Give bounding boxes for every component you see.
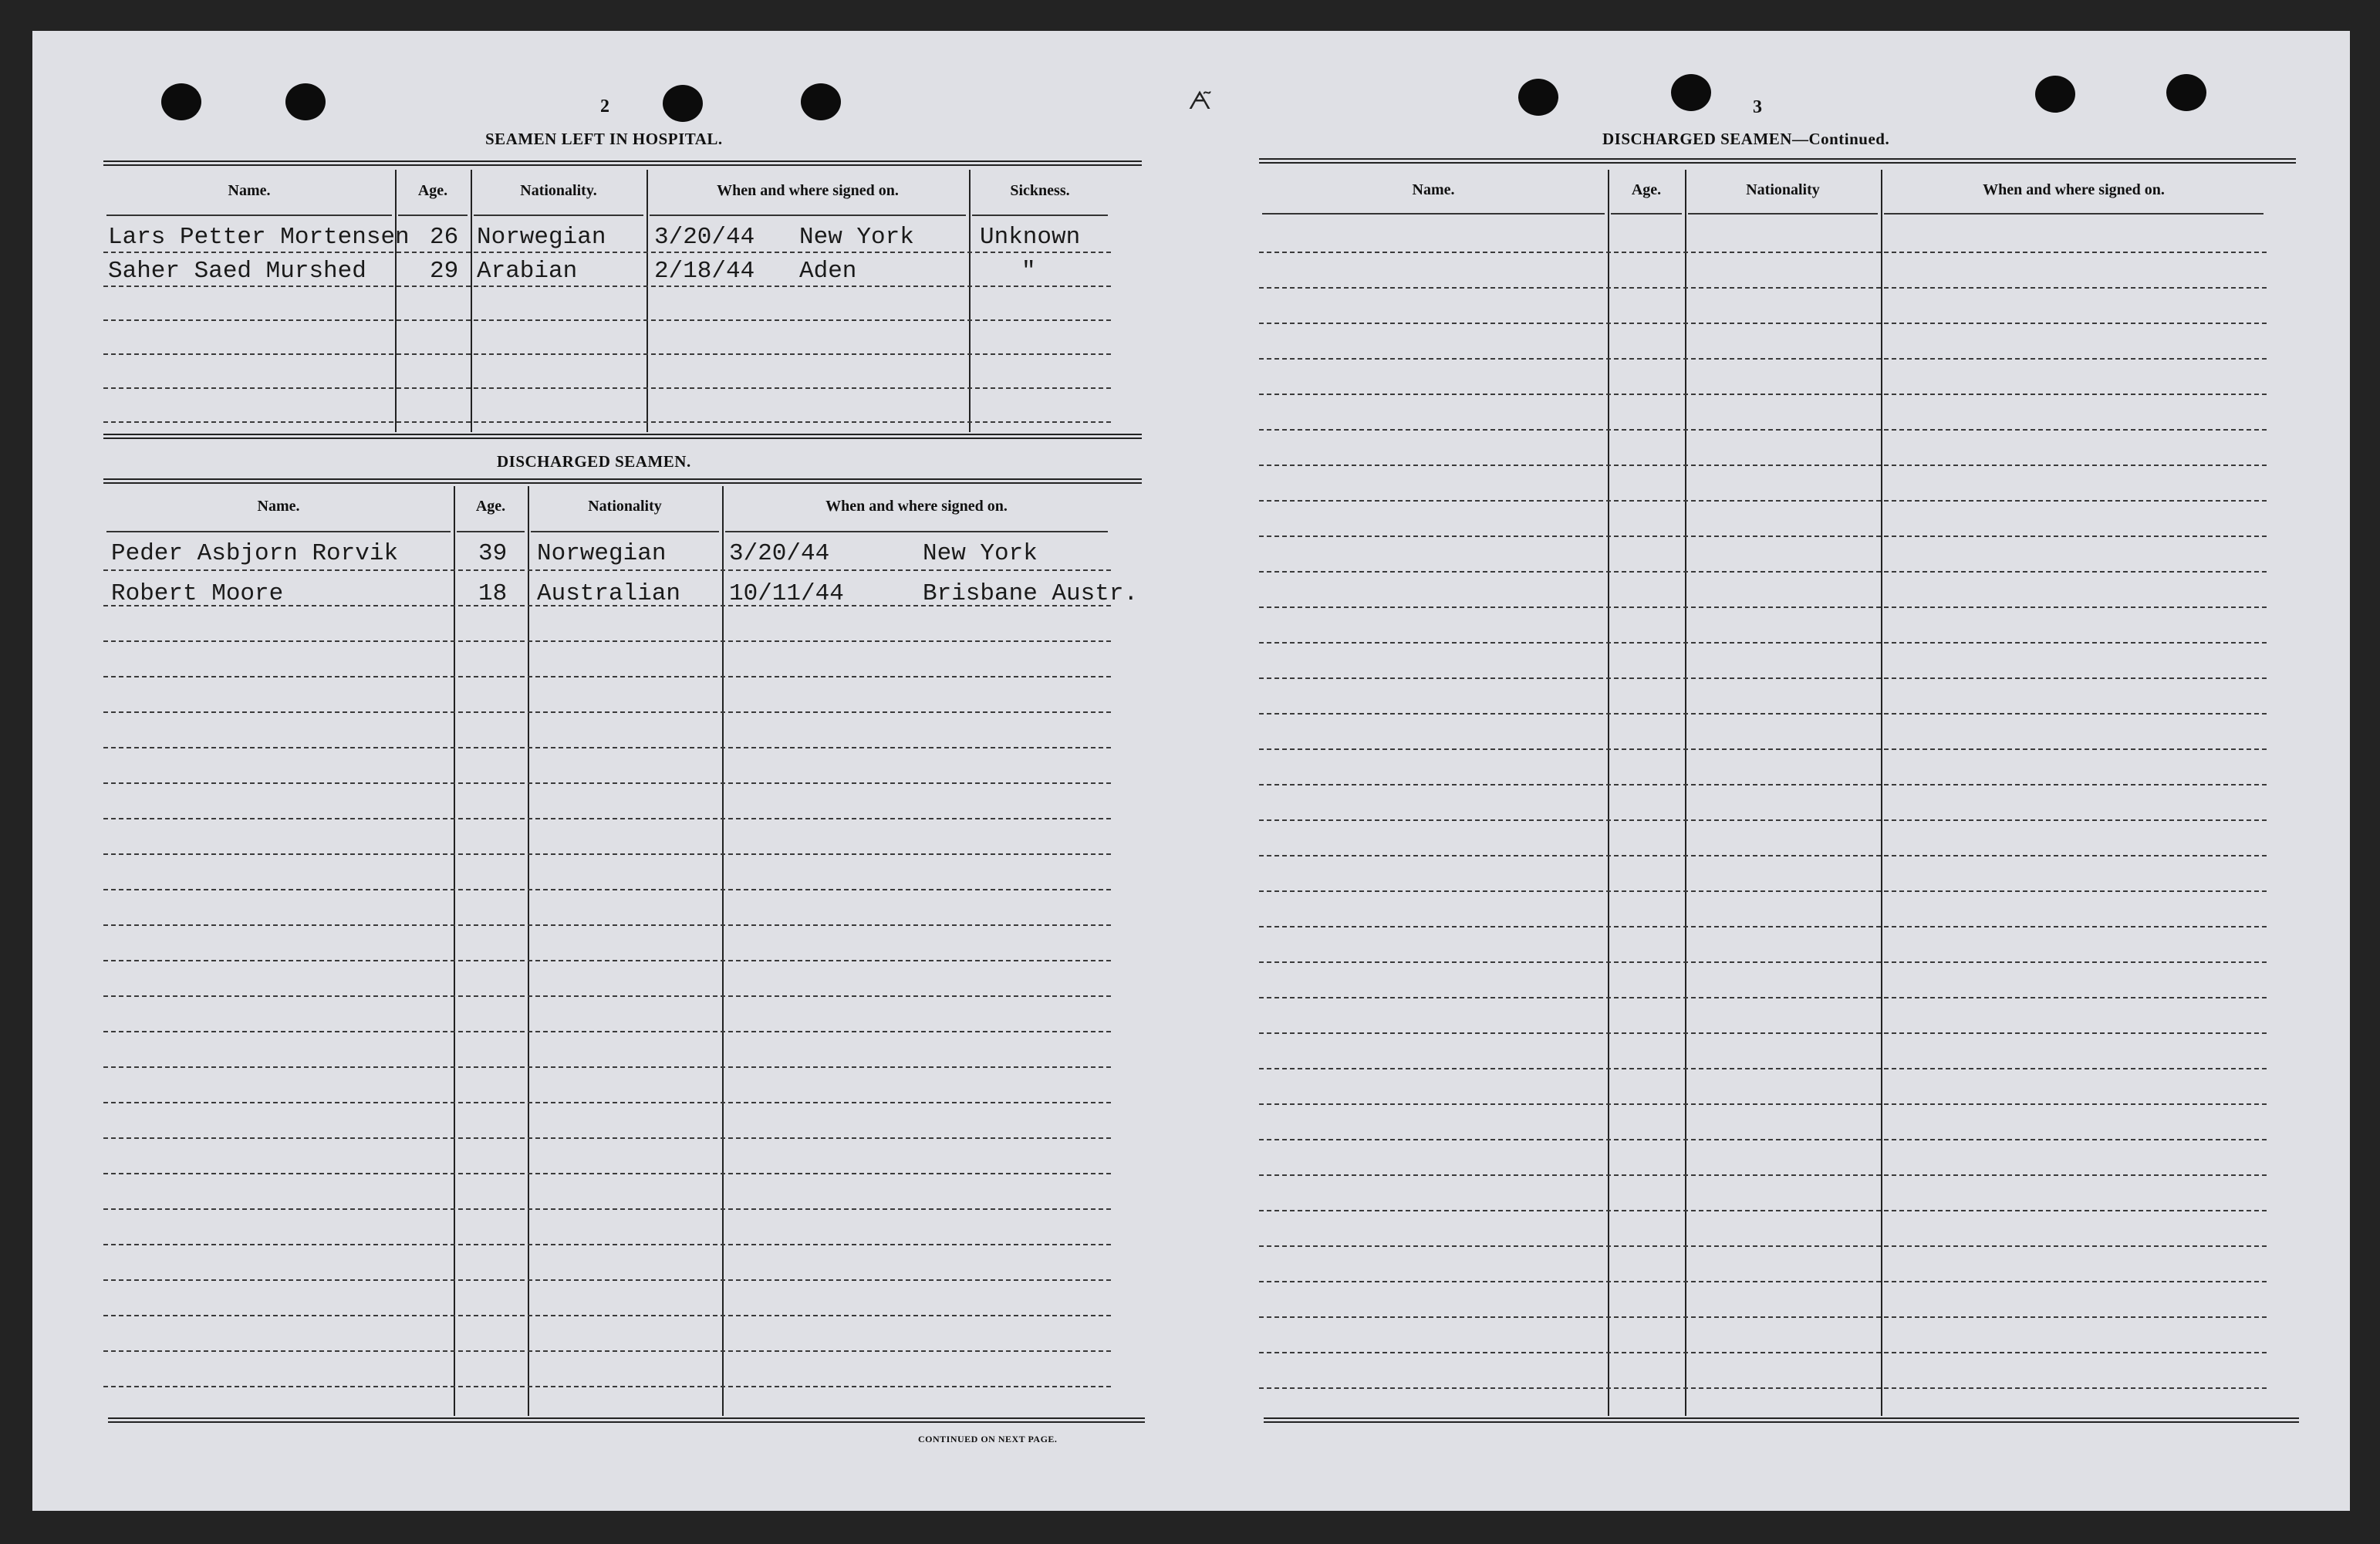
column-header: Name. — [257, 498, 300, 515]
row-line — [1259, 358, 2267, 360]
row-line — [1259, 1103, 2267, 1105]
row-line — [1259, 287, 2267, 289]
right-bottom-rule — [1264, 1417, 2299, 1423]
row-line — [1259, 1387, 2267, 1389]
row-line — [1259, 1210, 2267, 1211]
hospital-section-title: SEAMEN LEFT IN HOSPITAL. — [485, 130, 723, 148]
page-number: 2 — [600, 96, 609, 117]
right-top-rule — [1259, 158, 2296, 164]
column-divider — [1685, 170, 1686, 1416]
row-line — [1259, 748, 2267, 750]
row-line — [1259, 394, 2267, 395]
row-line — [1259, 713, 2267, 715]
row-line — [1259, 961, 2267, 963]
header-underline — [1262, 213, 1605, 215]
column-header: When and where signed on. — [717, 182, 899, 199]
column-header: Age. — [417, 182, 448, 199]
row-line — [1259, 642, 2267, 644]
row-line — [1259, 997, 2267, 998]
row-line — [1259, 784, 2267, 786]
row-line — [1259, 1245, 2267, 1247]
row-line — [1259, 252, 2267, 253]
row-line — [1259, 1316, 2267, 1318]
binding-mark: ᗅ̃ — [1188, 86, 1212, 114]
row-line — [1259, 606, 2267, 608]
row-line — [1259, 1139, 2267, 1140]
column-header: Name. — [228, 182, 271, 199]
row-line — [1259, 571, 2267, 573]
page-number: 3 — [1753, 97, 1762, 117]
header-underline — [1611, 213, 1682, 215]
column-header: When and where signed on. — [1983, 181, 2165, 198]
header-underline — [1884, 213, 2264, 215]
column-header: Age. — [475, 498, 506, 515]
seaman-name: Robert Moore — [111, 580, 284, 607]
signed-on-date: 2/18/44 — [654, 258, 755, 285]
seaman-nationality: Australian — [537, 580, 681, 607]
column-header: Age. — [1631, 181, 1662, 198]
row-line — [1259, 1352, 2267, 1353]
row-line — [1259, 819, 2267, 821]
signed-on-place: New York — [923, 540, 1038, 567]
signed-on-date: 3/20/44 — [654, 224, 755, 251]
row-line — [1259, 323, 2267, 324]
form-sheet — [32, 31, 2350, 1511]
signed-on-date: 10/11/44 — [729, 580, 844, 607]
column-header: Sickness. — [1010, 182, 1070, 199]
seaman-name: Saher Saed Murshed — [108, 258, 366, 285]
column-header: Nationality — [1746, 181, 1820, 198]
discharged-section-title: DISCHARGED SEAMEN. — [497, 452, 691, 471]
sickness: " — [1021, 258, 1036, 285]
column-divider — [1608, 170, 1609, 1416]
column-header: Name. — [1412, 181, 1455, 198]
column-header: Nationality. — [520, 182, 597, 199]
signed-on-place: Brisbane Austr. — [923, 580, 1139, 607]
row-line — [1259, 465, 2267, 466]
seaman-age: 18 — [478, 580, 508, 607]
right-section-title: DISCHARGED SEAMEN—Continued. — [1602, 130, 1890, 148]
signed-on-place: Aden — [799, 258, 857, 285]
row-line — [1259, 926, 2267, 927]
row-line — [1259, 1068, 2267, 1069]
column-divider — [1881, 170, 1882, 1416]
seaman-age: 26 — [430, 224, 459, 251]
row-line — [1259, 1032, 2267, 1034]
row-line — [1259, 429, 2267, 431]
seaman-name: Peder Asbjorn Rorvik — [111, 540, 399, 567]
seaman-nationality: Norwegian — [537, 540, 667, 567]
seaman-nationality: Norwegian — [477, 224, 606, 251]
header-underline — [1688, 213, 1878, 215]
seaman-name: Lars Petter Mortensen — [108, 224, 410, 251]
row-line — [1259, 677, 2267, 679]
signed-on-date: 3/20/44 — [729, 540, 830, 567]
signed-on-place: New York — [799, 224, 914, 251]
row-line — [1259, 1174, 2267, 1176]
seaman-age: 39 — [478, 540, 508, 567]
continued-note: CONTINUED ON NEXT PAGE. — [918, 1434, 1058, 1444]
column-header: When and where signed on. — [825, 498, 1008, 515]
seaman-nationality: Arabian — [477, 258, 578, 285]
sickness: Unknown — [980, 224, 1081, 251]
row-line — [1259, 536, 2267, 537]
column-header: Nationality — [588, 498, 662, 515]
row-line — [1259, 1281, 2267, 1282]
seaman-age: 29 — [430, 258, 459, 285]
row-line — [1259, 890, 2267, 892]
right-page — [32, 31, 2350, 1511]
row-line — [1259, 500, 2267, 502]
row-line — [1259, 855, 2267, 856]
